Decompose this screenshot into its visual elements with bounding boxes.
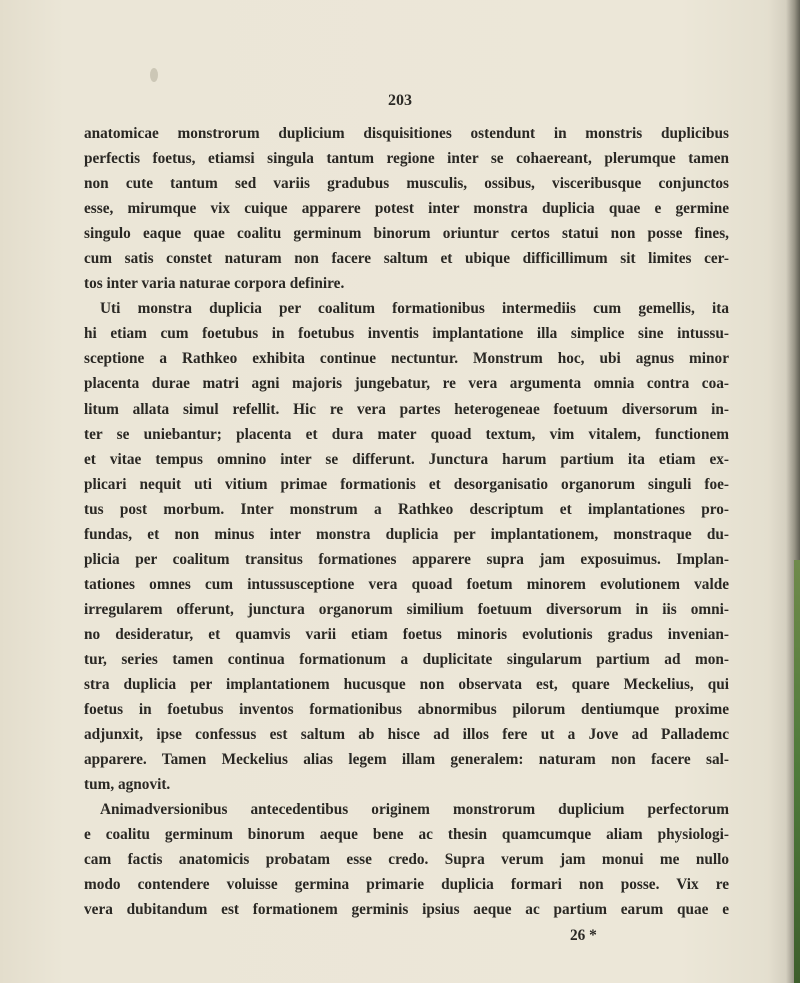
text-line: hi etiam cum foetubus in foetubus inventis implantatione illa simplice sine intussu- xyxy=(84,325,729,343)
text-line: tur, series tamen continua formationum a duplicitate singularum partium ad mon- xyxy=(84,650,729,668)
text-line: tus post morbum. Inter monstrum a Rathkeo descriptum et implantationes pro- xyxy=(84,500,729,518)
text-line: cum satis constet naturam non facere saltum et ubique difficillimum sit limites cer- xyxy=(84,250,729,268)
text-line: ter se uniebantur; placenta et dura mater quoad textum, vim vitalem, functionem xyxy=(84,425,729,443)
text-line: tos inter varia naturae corpora definire. xyxy=(84,275,345,293)
page-number: 203 xyxy=(388,92,412,109)
signature-mark: 26 * xyxy=(570,926,597,944)
text-line: non cute tantum sed variis gradubus musculis, ossibus, visceribusque conjunctos xyxy=(84,175,729,193)
text-line: vera dubitandum est formationem germinis ipsius aeque ac partium earum quae e xyxy=(84,901,729,919)
text-line: sceptione a Rathkeo exhibita continue nectuntur. Monstrum hoc, ubi agnus minor xyxy=(84,350,729,368)
binding-edge xyxy=(794,560,800,983)
text-line: cam factis anatomicis probatam esse credo. Supra verum jam monui me nullo xyxy=(84,851,729,869)
text-line: placenta durae matri agni majoris jungebatur, re vera argumenta omnia contra coa- xyxy=(84,375,729,393)
text-line: irregularem offerunt, junctura organorum similium foetuum diversorum in iis omni- xyxy=(84,600,729,618)
text-line: anatomicae monstrorum duplicium disquisitiones ostendunt in monstris duplicibus xyxy=(84,125,729,142)
text-line: esse, mirumque vix cuique apparere potest inter monstra duplicia quae e germine xyxy=(84,200,729,218)
text-line: Uti monstra duplicia per coalitum formationibus intermediis cum gemellis, ita xyxy=(100,300,729,318)
text-line: apparere. Tamen Meckelius alias legem illam generalem: naturam non facere sal- xyxy=(84,751,729,769)
text-line: singulo eaque quae coalitu germinum binorum oriuntur certos statui non posse fines, xyxy=(84,225,729,243)
text-line: plicia per coalitum transitus formationes apparere supra jam exposuimus. Implan- xyxy=(84,550,729,568)
text-line: et vitae tempus omnino inter se differunt. Junctura harum partium ita etiam ex- xyxy=(84,450,729,468)
text-line: plicari nequit uti vitium primae formationis et desorganisatio organorum singuli foe- xyxy=(84,475,729,493)
text-line: adjunxit, ipse confessus est saltum ab hisce ad illos fere ut a Jove ad Pallademc xyxy=(84,726,729,744)
text-line: perfectis foetus, etiamsi singula tantum regione inter se cohaereant, plerumque tamen xyxy=(84,150,729,168)
text-line: Animadversionibus antecedentibus originem monstrorum duplicium perfectorum xyxy=(100,801,729,819)
text-line: no desideratur, et quamvis varii etiam foetus minoris evolutionis gradus invenian- xyxy=(84,625,729,643)
text-line: modo contendere voluisse germina primarie duplicia formari non posse. Vix re xyxy=(84,876,729,894)
text-line: fundas, et non minus inter monstra duplicia per implantationem, monstraque du- xyxy=(84,525,729,543)
text-line: tum, agnovit. xyxy=(84,776,171,794)
body-text xyxy=(84,121,729,948)
text-line: tationes omnes cum intussusceptione vera quoad foetum minorem evolutionem valde xyxy=(84,575,729,593)
ink-blot xyxy=(150,68,158,82)
text-line: stra duplicia per implantationem hucusque non observata est, quare Meckelius, qui xyxy=(84,676,729,694)
text-line: e coalitu germinum binorum aeque bene ac thesin quamcumque aliam physiologi- xyxy=(84,826,729,844)
text-line: foetus in foetubus inventos formationibus abnormibus pilorum dentiumque proxime xyxy=(84,701,729,719)
text-line: litum allata simul refellit. Hic re vera partes heterogeneae foetuum diversorum in- xyxy=(84,400,729,418)
